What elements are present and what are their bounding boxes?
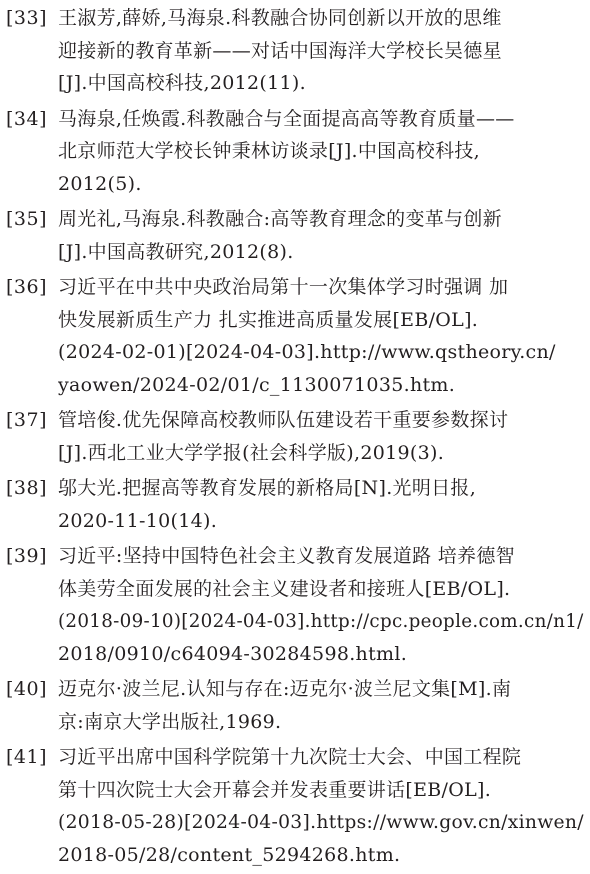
reference-text-line: 快发展新质生产力 扎实推进高质量发展[EB/OL]. bbox=[58, 308, 479, 331]
reference-text-line: 马海泉,任焕霞.科教融合与全面提高高等教育质量—— bbox=[58, 107, 515, 130]
reference-text-line: 习近平出席中国科学院第十九次院士大会、中国工程院 bbox=[58, 746, 522, 768]
reference-number: [38] bbox=[6, 477, 48, 499]
reference-text-line: 第十四次院士大会开幕会并发表重要讲话[EB/OL]. bbox=[58, 778, 492, 801]
reference-text-line: [J].中国高教研究,2012(8). bbox=[58, 240, 294, 263]
reference-text-line: 习近平:坚持中国特色社会主义教育发展道路 培养德智 bbox=[58, 545, 515, 567]
reference-text-line: 习近平在中共中央政治局第十一次集体学习时强调 加 bbox=[58, 276, 509, 298]
reference-text-line: 北京师范大学校长钟秉林访谈录[J].中国高校科技, bbox=[58, 140, 481, 162]
reference-entry bbox=[0, 103, 590, 201]
reference-entry bbox=[0, 472, 590, 537]
reference-number: [35] bbox=[6, 208, 48, 230]
reference-entry bbox=[0, 203, 590, 268]
reference-text-line: (2018-09-10)[2024-04-03].http://cpc.people.com.cn/n1/ bbox=[58, 610, 584, 632]
reference-entry bbox=[0, 271, 590, 401]
reference-text-line: 迎接新的教育革新——对话中国海洋大学校长吴德星 bbox=[58, 39, 502, 62]
reference-number: [40] bbox=[6, 678, 48, 700]
reference-entry bbox=[0, 404, 590, 469]
reference-list bbox=[0, 2, 590, 874]
reference-text-line: 2020-11-10(14). bbox=[58, 509, 218, 532]
reference-entry bbox=[0, 540, 590, 670]
reference-text-line: 2012(5). bbox=[58, 172, 142, 195]
reference-text-line: 周光礼,马海泉.科教融合:高等教育理念的变革与创新 bbox=[58, 208, 502, 230]
reference-text-line: 王淑芳,薛娇,马海泉.科教融合协同创新以开放的思维 bbox=[58, 7, 502, 29]
reference-entry bbox=[0, 673, 590, 738]
reference-text-line: yaowen/2024-02/01/c_1130071035.htm. bbox=[58, 373, 456, 396]
reference-text-line: 2018-05/28/content_5294268.htm. bbox=[58, 843, 401, 866]
reference-entry bbox=[0, 2, 590, 100]
reference-text-line: 管培俊.优先保障高校教师队伍建设若干重要参数探讨 bbox=[58, 409, 509, 431]
reference-text-line: [J].西北工业大学学报(社会科学版),2019(3). bbox=[58, 441, 445, 464]
reference-number: [34] bbox=[6, 107, 48, 130]
reference-number: [41] bbox=[6, 746, 48, 768]
reference-number: [39] bbox=[6, 545, 48, 567]
reference-number: [36] bbox=[6, 276, 48, 298]
reference-number: [33] bbox=[6, 7, 48, 29]
reference-entry bbox=[0, 741, 590, 871]
reference-text-line: 京:南京大学出版社,1969. bbox=[58, 710, 282, 733]
reference-text-line: [J].中国高校科技,2012(11). bbox=[58, 72, 306, 94]
reference-text-line: (2024-02-01)[2024-04-03].http://www.qstheory.cn/ bbox=[58, 341, 556, 363]
reference-text-line: 体美劳全面发展的社会主义建设者和接班人[EB/OL]. bbox=[58, 577, 511, 600]
reference-text-line: 迈克尔·波兰尼.认知与存在:迈克尔·波兰尼文集[M].南 bbox=[58, 678, 512, 700]
reference-number: [37] bbox=[6, 409, 48, 431]
reference-text-line: 邬大光.把握高等教育发展的新格局[N].光明日报, bbox=[58, 477, 477, 499]
reference-text-line: 2018/0910/c64094-30284598.html. bbox=[58, 642, 408, 665]
reference-text-line: (2018-05-28)[2024-04-03].https://www.gov.cn/xinwen/ bbox=[58, 811, 584, 833]
